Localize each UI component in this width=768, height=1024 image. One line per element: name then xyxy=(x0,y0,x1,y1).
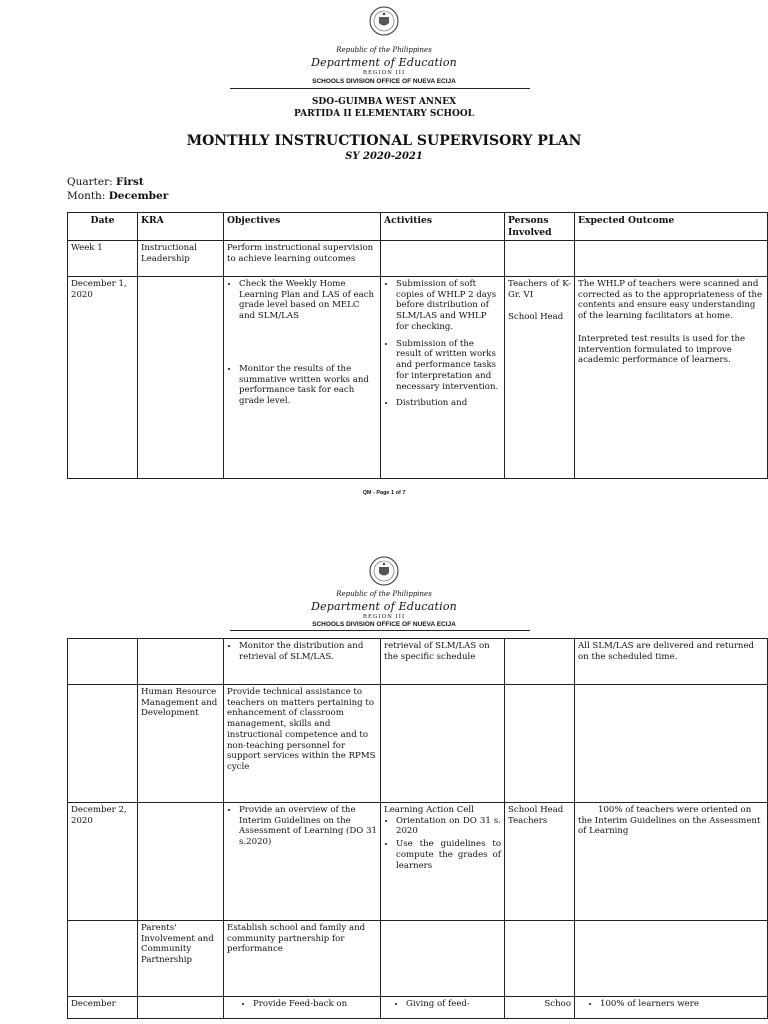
letterhead-rule xyxy=(230,630,530,631)
table-row xyxy=(68,921,768,997)
list-item: • Giving of feed- xyxy=(406,999,501,1010)
quarter-label: Quarter: xyxy=(67,176,113,188)
cell-kra: Parents' Involvement and Community Partnership xyxy=(138,921,224,997)
cell-outcome xyxy=(575,997,768,1019)
list-item: • Check the Weekly Home Learning Plan and LAS of each grade level based on MELC and SLM/LAS xyxy=(239,279,377,322)
cell-outcome: The WHLP of teachers were scanned and corrected as to the appropriateness of the contents and ensure easy understanding of the learning facilitators at home. Interpreted test results is used for the intervention formulated to improve academic performance of learners. xyxy=(575,277,768,479)
month-value: December xyxy=(108,190,169,202)
document-page-2 xyxy=(0,550,768,1024)
quarter-value: First xyxy=(115,176,144,188)
list-item: • Monitor the results of the summative written works and performance task for each grade level. xyxy=(239,364,377,407)
cell-date: December 2, 2020 xyxy=(68,803,138,921)
month-label: Month: xyxy=(67,190,106,202)
table-row xyxy=(68,997,768,1019)
cell-persons: Teachers of K-Gr. VI School Head xyxy=(505,277,575,479)
cell-activities xyxy=(381,277,505,479)
letterhead-republic: Republic of the Philippines xyxy=(336,46,432,54)
deped-seal-icon xyxy=(369,6,399,36)
header-date: Date xyxy=(68,213,138,241)
cell-date: December 1, 2020 xyxy=(68,277,138,479)
header-persons-involved: Persons Involved xyxy=(505,213,575,241)
supervisory-plan-table-page-2 xyxy=(67,638,768,1019)
cell-objectives xyxy=(224,639,381,685)
cell-objective: Perform instructional supervision to achieve learning outcomes xyxy=(224,241,381,277)
cell-activities: Learning Action Cell • Orientation on DO 31 s. 2020 • Use the guidelines to compute the grades of learners xyxy=(381,803,505,921)
list-item: • Orientation on DO 31 s. 2020 xyxy=(396,816,501,837)
table-header-row xyxy=(68,213,768,241)
school-year: SY 2020-2021 xyxy=(345,151,423,162)
deped-seal-icon xyxy=(369,556,399,586)
page-footer: QM - Page 1 of 7 xyxy=(362,490,406,496)
cell-objective: Provide technical assistance to teachers on matters pertaining to enhancement of classroom management, skills and instructional competence and to non-teaching personnel for support services within the RPMS cycle xyxy=(224,685,381,803)
header-objectives: Objectives xyxy=(224,213,381,241)
list-item: • 100% of learners were xyxy=(600,999,764,1010)
list-item: • Distribution and xyxy=(396,398,501,409)
cell-date: Week 1 xyxy=(68,241,138,277)
page-title: MONTHLY INSTRUCTIONAL SUPERVISORY PLAN xyxy=(186,133,582,149)
cell-date: December xyxy=(68,997,138,1019)
school-annex: SDO-GUIMBA WEST ANNEX xyxy=(311,97,457,107)
list-item: • Submission of soft copies of WHLP 2 days before distribution of SLM/LAS and WHLP for checking. xyxy=(396,279,501,333)
cell-outcome: 100% of teachers were oriented on the Interim Guidelines on the Assessment of Learning xyxy=(575,803,768,921)
cell-persons: Schoo xyxy=(505,997,575,1019)
cell-objectives xyxy=(224,997,381,1019)
table-row xyxy=(68,277,768,479)
cell-kra: Instructional Leadership xyxy=(138,241,224,277)
list-item: • Submission of the result of written works and performance tasks for interpretation and necessary intervention. xyxy=(396,339,501,393)
letterhead-region: REGION III xyxy=(362,614,406,620)
cell-kra: Human Resource Management and Development xyxy=(138,685,224,803)
letterhead-republic: Republic of the Philippines xyxy=(336,590,432,598)
letterhead-department: Department of Education xyxy=(311,56,457,69)
list-item: • Provide Feed-back on xyxy=(253,999,377,1010)
list-item: • Provide an overview of the Interim Guidelines on the Assessment of Learning (DO 31 s.2020) xyxy=(239,805,377,848)
letterhead-rule xyxy=(230,88,530,89)
cell-outcome: All SLM/LAS are delivered and returned on the scheduled time. xyxy=(575,639,768,685)
table-row xyxy=(68,803,768,921)
month-line xyxy=(67,190,168,202)
list-item: • Monitor the distribution and retrieval of SLM/LAS. xyxy=(239,641,377,662)
cell-activities xyxy=(381,997,505,1019)
table-row xyxy=(68,241,768,277)
supervisory-plan-table-page-1 xyxy=(67,212,768,479)
cell-persons: School Head Teachers xyxy=(505,803,575,921)
quarter-line xyxy=(67,176,144,188)
header-activities: Activities xyxy=(381,213,505,241)
cell-objectives xyxy=(224,277,381,479)
cell-objective: Establish school and family and community partnership for performance xyxy=(224,921,381,997)
header-expected-outcome: Expected Outcome xyxy=(575,213,768,241)
list-item: • Use the guidelines to compute the grades of learners xyxy=(396,839,501,871)
header-kra: KRA xyxy=(138,213,224,241)
table-row xyxy=(68,639,768,685)
letterhead-department: Department of Education xyxy=(311,600,457,613)
school-name: PARTIDA II ELEMENTARY SCHOOL xyxy=(293,109,475,119)
cell-activities: retrieval of SLM/LAS on the specific schedule xyxy=(381,639,505,685)
table-row xyxy=(68,685,768,803)
letterhead-region: REGION III xyxy=(362,70,406,76)
letterhead-division: SCHOOLS DIVISION OFFICE OF NUEVA ECIJA xyxy=(312,78,456,85)
cell-objectives xyxy=(224,803,381,921)
letterhead-division: SCHOOLS DIVISION OFFICE OF NUEVA ECIJA xyxy=(312,621,456,628)
